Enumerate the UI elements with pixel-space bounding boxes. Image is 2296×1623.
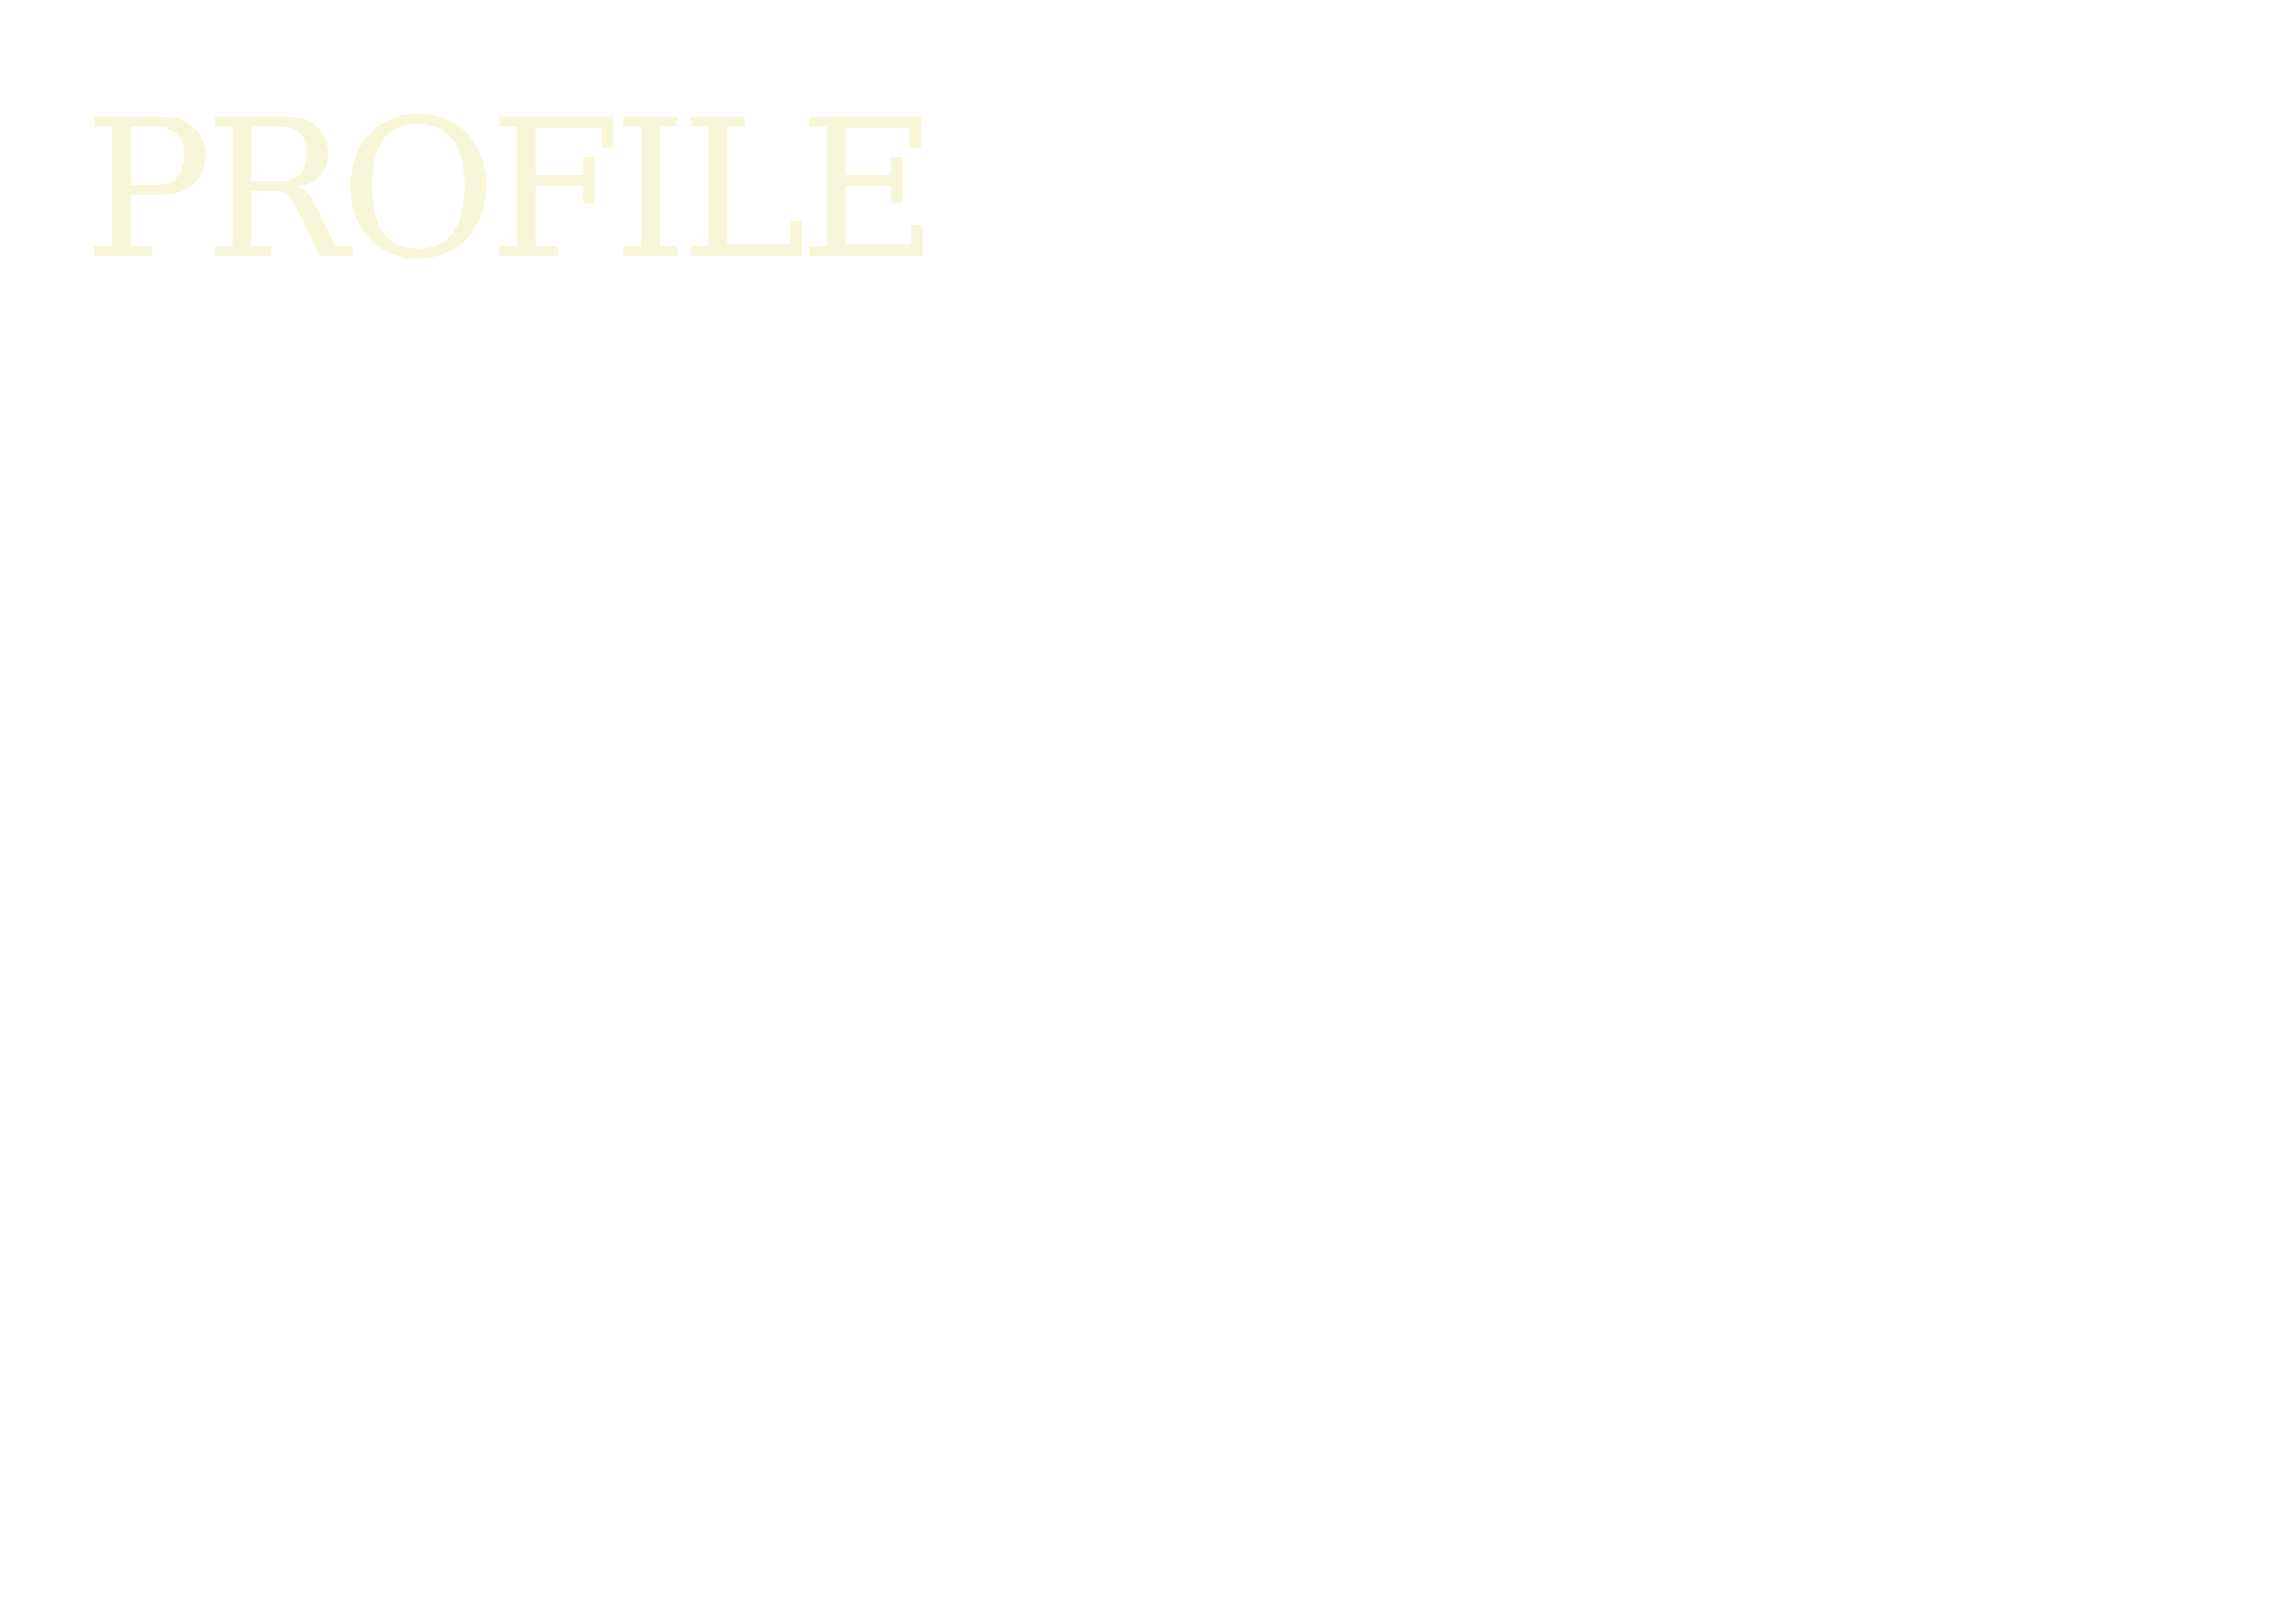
page-title: PROFILE [84,79,930,301]
